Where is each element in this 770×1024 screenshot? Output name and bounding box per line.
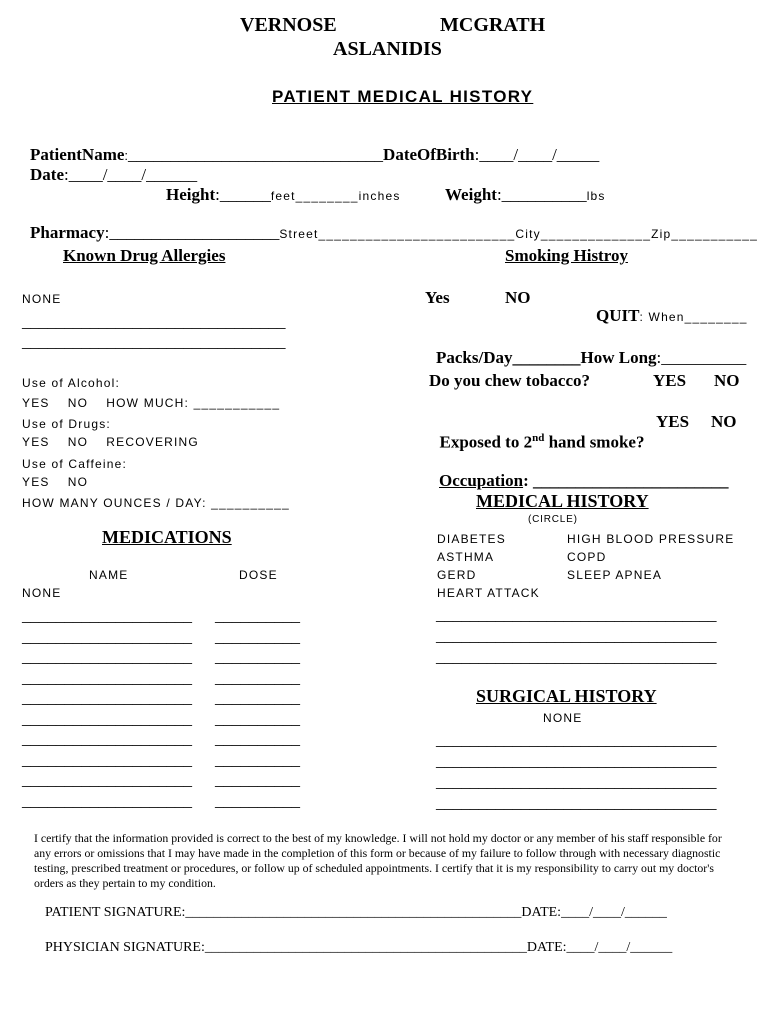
medical-condition-item[interactable]: GERD [437,568,477,582]
allergies-title: Known Drug Allergies [63,246,226,265]
pharmacy-field[interactable]: :____________________ [104,223,280,242]
medical-history-blank[interactable]: _________________________________ [436,626,717,645]
surgical-history-blank[interactable]: _________________________________ [436,772,717,791]
medications-title: MEDICATIONS [102,527,232,547]
date-label: Date [30,165,64,184]
medication-dose-blank[interactable]: __________ [215,749,300,769]
city-field[interactable]: City______________ [515,227,652,241]
surgical-history-blank[interactable]: _________________________________ [436,730,717,749]
smoking-quit [588,288,748,326]
medications-dose-header: DOSE [239,568,278,582]
medications-value: NONE [22,586,62,600]
medication-name-blank[interactable]: ____________________ [22,626,192,646]
medication-dose-blank[interactable]: __________ [215,770,300,789]
medication-dose-blank[interactable]: __________ [215,708,300,728]
smoking-yes[interactable]: Yes [425,288,450,307]
exposed-question [431,412,644,453]
exposed-sup: nd [532,432,545,444]
exposed-yes[interactable]: YES [656,412,690,431]
pharmacy-label: Pharmacy [30,223,105,242]
medical-history-blank[interactable]: _________________________________ [436,647,717,666]
surgical-history-title: SURGICAL HISTORY [476,686,657,706]
medical-condition-item[interactable]: ASTHMA [437,550,495,564]
ounces-field[interactable]: HOW MANY OUNCES / DAY: __________ [22,496,290,510]
patient-name-colon: : [124,148,129,163]
drugs-label: Use of Drugs: [22,417,111,431]
medication-name-blank[interactable]: ____________________ [22,770,192,789]
medical-history-subtitle: (CIRCLE) [528,514,578,525]
height-line [158,167,401,205]
medication-dose-blank[interactable]: __________ [215,647,300,666]
medication-name-blank[interactable]: ____________________ [22,688,192,707]
exposed-no[interactable]: NO [711,412,737,431]
medical-condition-item[interactable]: COPD [567,550,607,564]
medication-dose-blank[interactable]: __________ [215,626,300,646]
occupation-line [431,453,728,491]
medication-name-blank[interactable]: ____________________ [22,729,192,748]
surgical-history-blank[interactable]: _________________________________ [436,751,717,770]
exposed-post: hand smoke? [544,432,645,452]
medical-condition-item[interactable]: HIGH BLOOD PRESSURE [567,532,735,546]
certification-text: I certify that the information provided is correct to the best of my knowledge. I will not hold my doctor or any member of his staff responsible for any errors or omissions that I may have made in the completion of this form or because of my failure to follow through with necessary diagnostic testing, prescribed treatment or procedures, or follow up of scheduled appointments. I certify that it is my responsibility to carry out my doctor's orders as they pertain to my condition. [34,831,722,890]
doctor-name-center: ASLANIDIS [333,38,442,60]
how-long-field[interactable]: :__________ [656,348,747,367]
chew-no[interactable]: NO [714,371,740,390]
surgical-history-blank[interactable]: _________________________________ [436,793,717,812]
street-field[interactable]: Street_________________________ [279,227,516,241]
occupation-label: Occupation [439,471,524,490]
physician-signature-line[interactable]: PHYSICIAN SIGNATURE:______________________________________________DATE:____/____/______ [45,940,673,955]
chew-yes[interactable]: YES [653,371,687,390]
occupation-field[interactable]: : _______________________ [523,471,729,490]
smoking-title: Smoking Histroy [505,246,628,265]
medication-dose-blank[interactable]: __________ [215,729,300,748]
medication-dose-blank[interactable]: __________ [215,667,300,687]
medical-condition-item[interactable]: SLEEP APNEA [567,568,663,582]
patient-name-field[interactable]: ______________________________ [128,145,384,164]
surgical-history-value: NONE [543,711,583,725]
height-field[interactable]: :______ [215,185,271,204]
medication-name-blank[interactable]: ____________________ [22,708,192,728]
chew-question: Do you chew tobacco? [429,371,591,390]
quit-when-field[interactable]: : When________ [639,310,748,324]
medical-condition-item[interactable]: HEART ATTACK [437,586,540,600]
lbs-label: lbs [586,189,606,203]
pharmacy-line [22,205,758,243]
medication-name-blank[interactable]: ____________________ [22,606,192,625]
weight-field[interactable]: :__________ [496,185,587,204]
date-field[interactable]: :____/____/______ [63,165,198,184]
allergies-blank-1[interactable]: _______________________________ [22,312,286,331]
dob-field[interactable]: :____/____/_____ [474,145,600,164]
feet-label: feet________ [270,189,359,203]
medication-name-blank[interactable]: ____________________ [22,749,192,769]
form-title: PATIENT MEDICAL HISTORY [272,87,534,106]
caffeine-options[interactable]: YES NO [22,475,89,489]
medical-condition-item[interactable]: DIABETES [437,532,506,546]
medication-name-blank[interactable]: ____________________ [22,667,192,687]
medical-history-blank[interactable]: _________________________________ [436,605,717,624]
alcohol-label: Use of Alcohol: [22,376,121,390]
weight-line [437,167,606,205]
allergies-blank-2[interactable]: _______________________________ [22,332,286,351]
zip-field[interactable]: Zip___________ [651,227,758,241]
medication-dose-blank[interactable]: __________ [215,688,300,707]
alcohol-options[interactable]: YES NO HOW MUCH: ___________ [22,396,281,410]
dob-label: DateOfBirth [383,145,475,164]
medication-name-blank[interactable]: ____________________ [22,647,192,666]
medications-name-header: NAME [89,568,129,582]
patient-name-label: PatientName [30,145,125,164]
packs-label[interactable]: Packs/Day________How Long [436,348,657,367]
medication-name-blank[interactable]: ____________________ [22,790,192,810]
doctor-name-right: MCGRATH [440,14,546,36]
quit-label[interactable]: QUIT [596,306,640,325]
allergies-value: NONE [22,292,62,306]
caffeine-label: Use of Caffeine: [22,457,128,471]
medication-dose-blank[interactable]: __________ [215,790,300,810]
doctor-name-left: VERNOSE [240,14,337,36]
exposed-pre: Exposed to 2 [439,432,533,452]
drugs-options[interactable]: YES NO RECOVERING [22,435,199,449]
weight-label: Weight [445,185,497,204]
packs-line [428,330,746,368]
medical-history-title: MEDICAL HISTORY [476,491,649,511]
smoking-no[interactable]: NO [505,288,531,307]
medication-dose-blank[interactable]: __________ [215,606,300,625]
inches-label: inches [358,189,401,203]
patient-signature-line[interactable]: PATIENT SIGNATURE:________________________________________________DATE:____/____/______ [45,905,667,920]
height-label: Height [166,185,216,204]
